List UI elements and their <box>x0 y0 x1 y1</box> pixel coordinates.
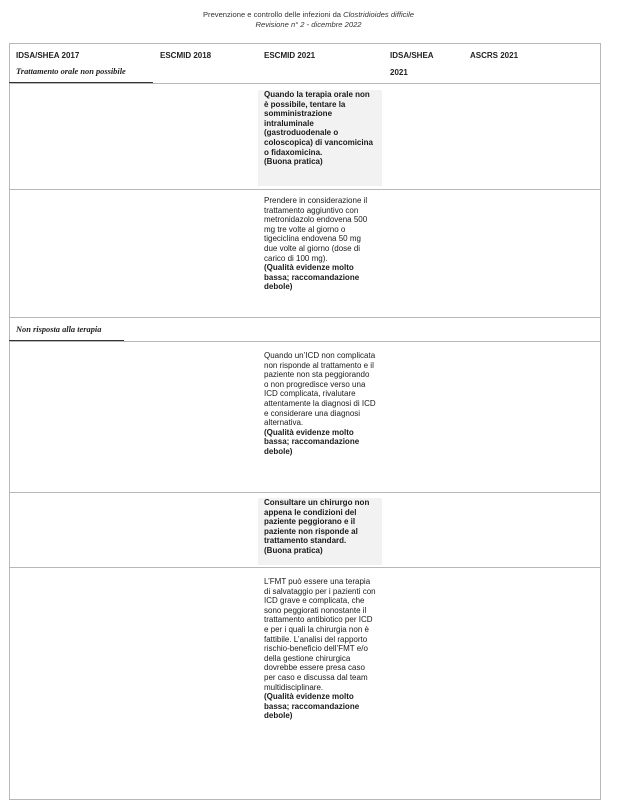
section-title-oral-not-possible: Trattamento orale non possibile <box>16 67 126 76</box>
row-divider <box>9 492 600 493</box>
column-header-escmid-2018: ESCMID 2018 <box>160 51 212 60</box>
column-header-escmid-2021: ESCMID 2021 <box>264 51 316 60</box>
recommendation-cell: Quando un’ICD non complicata non risponde al trattamento e il paziente non sta peggiorando o non progredisce verso una ICD complicata, rivalutare attentamente la diagnosi di ICD e considerare una diagnosi alternativa. (Qualità evidenze molto bassa; raccomandazione debole) <box>264 351 376 456</box>
column-header-idsa-shea-2017: IDSA/SHEA 2017 <box>16 51 80 60</box>
section-title-no-response: Non risposta alla terapia <box>16 325 102 334</box>
recommendation-cell: Consultare un chirurgo non appena le condizioni del paziente peggiorano e il paziente non risponde al trattamento standard. (Buona pratica) <box>258 498 382 565</box>
row-divider <box>9 83 600 84</box>
document-revision: Revisione n° 2 - dicembre 2022 <box>255 20 362 29</box>
recommendation-cell: Prendere in considerazione il trattamento aggiuntivo con metronidazolo endovena 500 mg tre volte al giorno o tigeciclina endovena 50 mg due volte al giorno (dose di carico di 100 mg). (Qualità evidenze molto bassa; raccomandazione debole) <box>264 196 368 292</box>
recommendation-cell: L’FMT può essere una terapia di salvataggio per i pazienti con ICD grave e complicata, che sono peggiorati nonostante il trattamento antibiotico per ICD e per i quali la chirurgia non è fattibile. L’analisi del rapporto rischio-beneficio dell’FMT e/o della gestione chirurgica dovrebbe essere presa caso per caso e discussa dal team multidisciplinare. (Qualità evidenze molto bassa; raccomandazione debole) <box>264 577 376 721</box>
row-divider <box>9 189 600 190</box>
document-title: Prevenzione e controllo delle infezioni da Clostridioides difficile <box>202 10 415 19</box>
column-header-ascrs-2021: ASCRS 2021 <box>470 51 519 60</box>
document-header <box>0 10 617 30</box>
recommendation-cell: Quando la terapia orale non è possibile, tentare la somministrazione intraluminale (gastroduodenale o coloscopica) di vancomicina o fidaxomicina. (Buona pratica) <box>258 90 382 186</box>
row-divider <box>9 567 600 568</box>
column-header-idsa-shea-2021: IDSA/SHEA 2021 <box>390 51 434 77</box>
row-divider <box>9 317 600 318</box>
row-divider <box>9 341 600 342</box>
